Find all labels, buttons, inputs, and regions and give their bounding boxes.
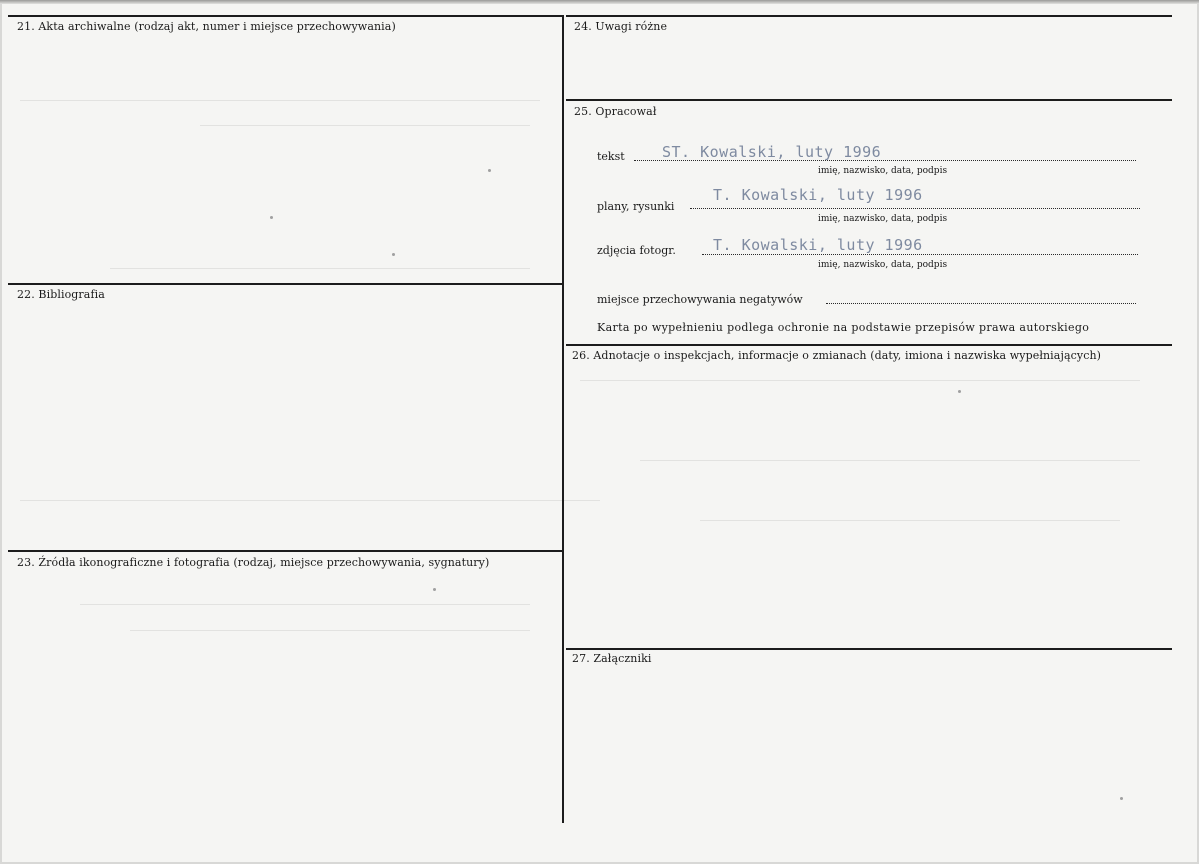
plany-label: plany, rysunki	[597, 200, 675, 213]
section-23-label: 23. Źródła ikonograficzne i fotografia (rodzaj, miejsce przechowywania, sygnatury)	[17, 556, 490, 569]
show-through-line	[110, 268, 530, 269]
paper-speck	[392, 253, 395, 256]
show-through-line	[580, 380, 1140, 381]
show-through-line	[20, 100, 540, 101]
paper-speck	[488, 169, 491, 172]
section-26-label: 26. Adnotacje o inspekcjach, informacje o zmianach (daty, imiona i nazwiska wypełniających)	[572, 349, 1102, 362]
rule-26	[566, 344, 1172, 346]
rule-25	[566, 99, 1172, 101]
scan-edge	[0, 0, 1199, 4]
rule-23	[8, 550, 563, 552]
section-24-label: 24. Uwagi różne	[574, 20, 668, 33]
show-through-line	[200, 125, 530, 126]
column-divider	[562, 15, 564, 823]
show-through-line	[700, 520, 1120, 521]
show-through-line	[640, 460, 1140, 461]
section-21-label: 21. Akta archiwalne (rodzaj akt, numer i miejsce przechowywania)	[17, 20, 396, 33]
show-through-line	[20, 500, 600, 501]
negatywy-label: miejsce przechowywania negatywów	[597, 293, 803, 306]
section-22-label: 22. Bibliografia	[17, 288, 105, 301]
negatywy-line[interactable]	[826, 303, 1136, 304]
section-25-label: 25. Opracował	[574, 105, 657, 118]
rule-top-left	[8, 15, 563, 17]
zdjecia-value[interactable]: T. Kowalski, luty 1996	[713, 236, 923, 254]
plany-line	[690, 208, 1140, 209]
show-through-line	[80, 604, 530, 605]
copyright-note: Karta po wypełnieniu podlega ochronie na podstawie przepisów prawa autorskiego	[597, 321, 1090, 334]
paper-speck	[1120, 797, 1123, 800]
paper-speck	[958, 390, 961, 393]
plany-value[interactable]: T. Kowalski, luty 1996	[713, 186, 923, 204]
paper-speck	[270, 216, 273, 219]
show-through-line	[130, 630, 530, 631]
zdjecia-line	[702, 254, 1138, 255]
rule-top-right	[566, 15, 1172, 17]
zdjecia-label: zdjęcia fotogr.	[597, 244, 676, 257]
plany-caption: imię, nazwisko, data, podpis	[818, 214, 948, 224]
rule-27	[566, 648, 1172, 650]
tekst-label: tekst	[597, 150, 625, 163]
tekst-value[interactable]: ST. Kowalski, luty 1996	[662, 143, 882, 161]
rule-22	[8, 283, 563, 285]
section-27-label: 27. Załączniki	[572, 652, 652, 665]
tekst-caption: imię, nazwisko, data, podpis	[818, 166, 948, 176]
zdjecia-caption: imię, nazwisko, data, podpis	[818, 260, 948, 270]
paper-speck	[433, 588, 436, 591]
